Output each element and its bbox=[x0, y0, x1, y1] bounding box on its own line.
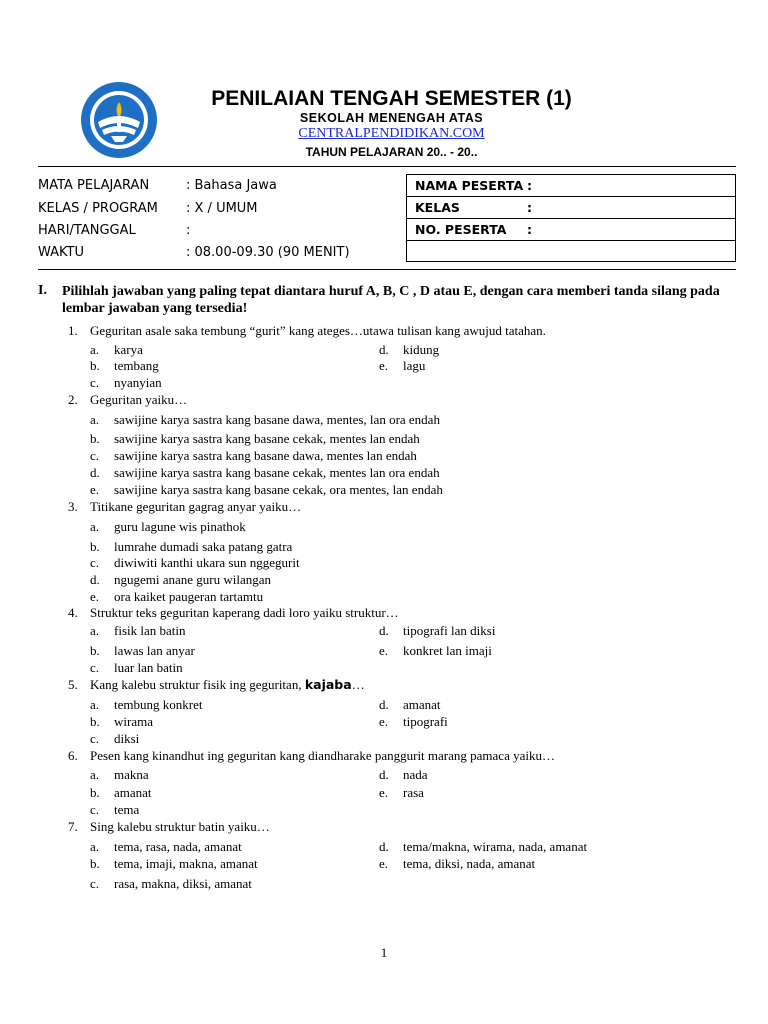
option-6e[interactable]: e. rasa bbox=[379, 785, 424, 800]
exam-title: PENILAIAN TENGAH SEMESTER (1) bbox=[211, 87, 572, 110]
option-2a[interactable]: a. sawijine karya sastra kang basane dawa, mentes, lan ora endah bbox=[90, 412, 440, 427]
option-1e[interactable]: e. lagu bbox=[379, 358, 426, 373]
option-5b[interactable]: b. wirama bbox=[90, 714, 153, 729]
page-number: 1 bbox=[380, 945, 388, 960]
option-3a[interactable]: a. guru lagune wis pinathok bbox=[90, 519, 246, 534]
option-5a[interactable]: a. tembung konkret bbox=[90, 697, 203, 712]
option-1c[interactable]: c. nyanyian bbox=[90, 375, 162, 390]
option-4a[interactable]: a. fisik lan batin bbox=[90, 623, 186, 638]
participant-number-row[interactable]: NO. PESERTA : bbox=[407, 219, 735, 241]
question-6: 6. Pesen kang kinandhut ing geguritan kang diandharake panggurit marang pamaca yaiku… bbox=[68, 748, 555, 763]
option-7b[interactable]: b. tema, imaji, makna, amanat bbox=[90, 856, 258, 871]
question-5: 5. Kang kalebu struktur fisik ing geguritan, kajaba… bbox=[68, 677, 365, 692]
header-divider bbox=[38, 166, 736, 167]
info-value: : X / UMUM bbox=[186, 201, 258, 216]
option-2d[interactable]: d. sawijine karya sastra kang basane cekak, mentes lan ora endah bbox=[90, 465, 440, 480]
question-4: 4. Struktur teks geguritan kaperang dadi loro yaiku struktur… bbox=[68, 605, 399, 620]
info-label: KELAS / PROGRAM bbox=[38, 201, 158, 216]
instruction-text: Pilihlah jawaban yang paling tepat diantara huruf A, B, C , D atau E, dengan cara memberi tanda silang pada lembar jawaban yang tersedia! bbox=[62, 284, 720, 316]
option-1a[interactable]: a. karya bbox=[90, 342, 143, 357]
participant-box bbox=[406, 174, 736, 262]
option-6b[interactable]: b. amanat bbox=[90, 785, 152, 800]
option-5e[interactable]: e. tipografi bbox=[379, 714, 448, 729]
option-3c[interactable]: c. diwiwiti kanthi ukara sun nggegurit bbox=[90, 555, 300, 570]
participant-blank-row[interactable] bbox=[407, 241, 735, 263]
info-value: : 08.00-09.30 (90 MENIT) bbox=[186, 245, 350, 260]
option-3b[interactable]: b. lumrahe dumadi saka patang gatra bbox=[90, 539, 293, 554]
emphasis-word: kajaba bbox=[304, 677, 352, 692]
participant-label: KELAS bbox=[415, 200, 460, 215]
question-2: 2. Geguritan yaiku… bbox=[68, 392, 188, 407]
option-4c[interactable]: c. luar lan batin bbox=[90, 660, 183, 675]
option-7a[interactable]: a. tema, rasa, nada, amanat bbox=[90, 839, 242, 854]
website-link[interactable]: CENTRALPENDIDIKAN.COM bbox=[298, 126, 485, 141]
question-1: 1. Geguritan asale saka tembung “gurit” kang ateges…utawa tulisan kang awujud tatahan. bbox=[68, 323, 546, 338]
school-level: SEKOLAH MENENGAH ATAS bbox=[299, 111, 484, 125]
option-4d[interactable]: d. tipografi lan diksi bbox=[379, 623, 496, 638]
option-4e[interactable]: e. konkret lan imaji bbox=[379, 643, 492, 658]
option-1d[interactable]: d. kidung bbox=[379, 342, 440, 357]
option-5d[interactable]: d. amanat bbox=[379, 697, 441, 712]
info-label: MATA PELAJARAN bbox=[38, 178, 150, 193]
option-6c[interactable]: c. tema bbox=[90, 802, 140, 817]
info-label: WAKTU bbox=[38, 245, 85, 260]
option-3d[interactable]: d. ngugemi anane guru wilangan bbox=[90, 572, 272, 587]
info-label: HARI/TANGGAL bbox=[38, 223, 136, 238]
option-7c[interactable]: c. rasa, makna, diksi, amanat bbox=[90, 876, 252, 891]
section-number: I. bbox=[38, 283, 47, 298]
participant-label: NAMA PESERTA bbox=[415, 178, 524, 193]
info-value: : Bahasa Jawa bbox=[186, 178, 277, 193]
option-4b[interactable]: b. lawas lan anyar bbox=[90, 643, 195, 658]
option-5c[interactable]: c. diksi bbox=[90, 731, 140, 746]
question-7: 7. Sing kalebu struktur batin yaiku… bbox=[68, 819, 270, 834]
option-3e[interactable]: e. ora kaiket paugeran tartamtu bbox=[90, 589, 264, 604]
option-7d[interactable]: d. tema/makna, wirama, nada, amanat bbox=[379, 839, 588, 854]
option-6d[interactable]: d. nada bbox=[379, 767, 428, 782]
question-3: 3. Titikane geguritan gagrag anyar yaiku… bbox=[68, 499, 302, 514]
info-divider bbox=[38, 269, 736, 270]
info-value: : bbox=[186, 223, 191, 238]
academic-year: TAHUN PELAJARAN 20.. - 20.. bbox=[305, 145, 478, 159]
participant-name-row[interactable]: NAMA PESERTA : bbox=[407, 175, 735, 197]
option-1b[interactable]: b. tembang bbox=[90, 358, 159, 373]
option-6a[interactable]: a. makna bbox=[90, 767, 149, 782]
option-2b[interactable]: b. sawijine karya sastra kang basane cekak, mentes lan endah bbox=[90, 431, 420, 446]
option-2e[interactable]: e. sawijine karya sastra kang basane cekak, ora mentes, lan endah bbox=[90, 482, 443, 497]
participant-class-row[interactable]: KELAS : bbox=[407, 197, 735, 219]
participant-label: NO. PESERTA bbox=[415, 222, 507, 237]
option-7e[interactable]: e. tema, diksi, nada, amanat bbox=[379, 856, 536, 871]
option-2c[interactable]: c. sawijine karya sastra kang basane dawa, mentes lan endah bbox=[90, 448, 417, 463]
